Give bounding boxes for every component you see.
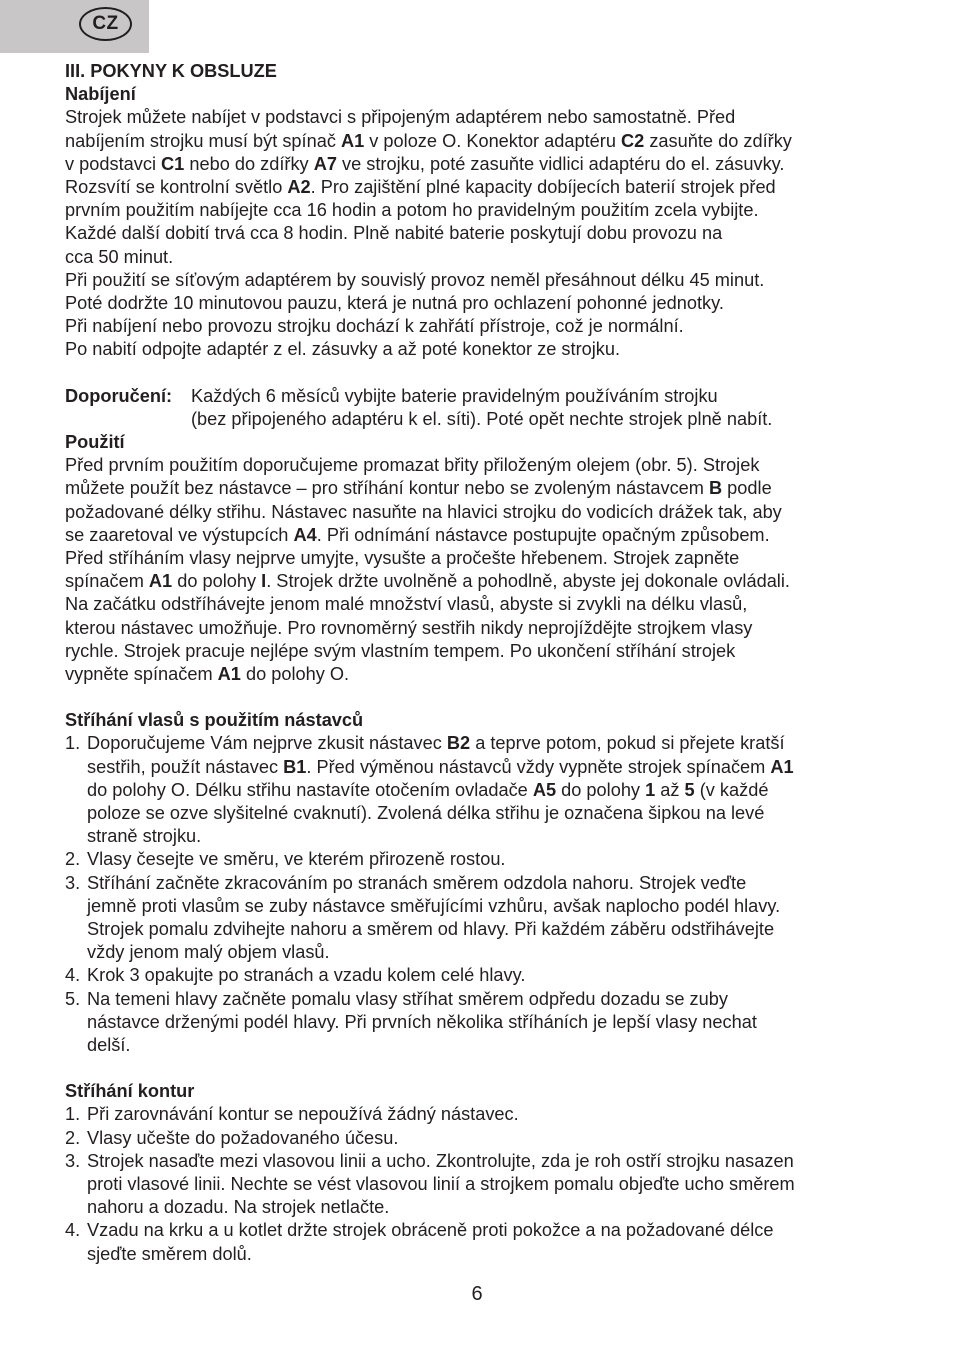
text-run: Doporučujeme Vám nejprve zkusit nástavec — [87, 733, 447, 754]
text-run: cca 50 minut. — [65, 246, 174, 267]
text-run: se zaaretoval ve výstupcích — [65, 524, 294, 545]
bold-text: A1 — [770, 756, 794, 777]
contour-cutting-list — [65, 1103, 895, 1265]
text-line — [65, 593, 895, 616]
text-run: do polohy — [172, 571, 262, 592]
recommendation-block — [65, 385, 895, 431]
text-run: Strojek můžete nabíjet v podstavci s připojeným adaptérem nebo samostatně. Před — [65, 107, 736, 128]
text-line — [65, 477, 895, 500]
text-run: v poloze O. Konektor adaptéru — [364, 130, 622, 151]
list-item-line — [65, 941, 895, 964]
list-item-line — [65, 1219, 895, 1242]
list-item-line — [65, 756, 895, 779]
text-run: Před prvním použitím doporučujeme promazat břity přiloženým olejem (obr. 5). Strojek — [65, 455, 760, 476]
bold-text: B — [708, 478, 723, 499]
text-run: Při zarovnávání kontur se nepoužívá žádný nástavec. — [87, 1104, 519, 1125]
text-line — [65, 501, 895, 524]
text-run: požadované délky střihu. Nástavec nasuňte na hlavici strojku do vodicích drážek tak, aby — [65, 501, 782, 522]
list-item-line — [65, 779, 895, 802]
list-item — [65, 1219, 895, 1265]
list-item-line — [65, 1196, 895, 1219]
text-run: Vzadu na krku a u kotlet držte strojek obráceně proti pokožce a na požadované délce — [87, 1220, 774, 1241]
hair-cutting-heading: Stříhání vlasů s použitím nástavců — [65, 710, 364, 731]
text-line — [65, 663, 895, 686]
bold-text: A2 — [287, 176, 311, 197]
bold-text: A4 — [293, 524, 317, 545]
text-run: Strojek pomalu zdvihejte nahoru a směrem od hlavy. Při každém záběru odstřihávejte — [87, 918, 775, 939]
text-run: nástavce drženými podél hlavy. Při prvních několika stříháních je lepší vlasy nechat — [87, 1011, 757, 1032]
text-line — [65, 570, 895, 593]
text-run: zasuňte do zdířky — [644, 130, 792, 151]
text-run: Stříhání začněte zkracováním po stranách směrem odzdola nahoru. Strojek veďte — [87, 872, 747, 893]
text-run: Rozsvítí se kontrolní světlo — [65, 176, 288, 197]
text-line — [65, 199, 895, 222]
text-line — [65, 617, 895, 640]
text-line — [65, 106, 895, 129]
list-item — [65, 848, 895, 871]
page-number: 6 — [471, 1283, 483, 1305]
list-item — [65, 1127, 895, 1150]
recommendation-line: (bez připojeného adaptéru k el. síti). Poté opět nechte strojek plně nabít. — [191, 408, 773, 429]
text-run: a teprve potom, pokud si přejete kratší — [470, 733, 785, 754]
bold-text: B1 — [283, 756, 307, 777]
list-item-number: 3. — [65, 1150, 81, 1171]
spacer — [65, 1057, 895, 1080]
list-item-number: 2. — [65, 849, 81, 870]
text-run: kterou nástavec umožňuje. Pro rovnoměrný sestřih nikdy neprojíždějte strojkem vlasy — [65, 617, 753, 638]
charging-heading: Nabíjení — [65, 84, 136, 105]
bold-text: A1 — [148, 571, 173, 592]
text-run: až — [655, 779, 685, 800]
list-item — [65, 964, 895, 987]
text-run: vždy jenom malý objem vlasů. — [87, 942, 330, 963]
text-line — [65, 292, 895, 315]
text-run: sjeďte směrem dolů. — [87, 1243, 252, 1264]
list-item-line — [65, 988, 895, 1011]
text-line — [65, 176, 895, 199]
list-item-line — [65, 918, 895, 941]
text-line — [65, 269, 895, 292]
list-item-number: 5. — [65, 988, 81, 1009]
hair-cutting-list — [65, 732, 895, 1057]
list-item — [65, 872, 895, 965]
bold-text: B2 — [446, 733, 471, 754]
language-badge: CZ — [79, 7, 132, 41]
text-line — [65, 315, 895, 338]
text-line — [65, 547, 895, 570]
text-run: . Při odnímání nástavce postupujte opačným způsobem. — [316, 524, 770, 545]
text-run: Na začátku odstříhávejte jenom malé množství vlasů, abyste si zvykli na délku vlasů, — [65, 594, 748, 615]
bold-text: A5 — [532, 779, 557, 800]
section-title: III. POKYNY K OBSLUZE — [65, 61, 277, 81]
text-run: Po nabití odpojte adaptér z el. zásuvky a až poté konektor ze strojku. — [65, 339, 621, 360]
list-item — [65, 732, 895, 848]
text-run: v podstavci — [65, 153, 162, 174]
text-run: rychle. Strojek pracuje nejlépe svým vlastním tempem. Po ukončení stříhání strojek — [65, 640, 736, 661]
text-run: delší. — [87, 1034, 131, 1055]
text-run: sestřih, použít nástavec — [87, 756, 284, 777]
text-run: spínačem — [65, 571, 149, 592]
text-run: (v každé — [694, 779, 769, 800]
text-run: můžete použít bez nástavce – pro stříhání kontur nebo se zvoleným nástavcem — [65, 478, 709, 499]
list-item-number: 1. — [65, 1104, 81, 1125]
bold-text: A1 — [340, 130, 365, 151]
list-item-number: 3. — [65, 872, 81, 893]
text-run: jemně proti vlasům se zuby nástavce směřujícími vzhůru, avšak naplocho podél hlavy. — [87, 895, 781, 916]
text-run: Strojek nasaďte mezi vlasovou linii a ucho. Zkontrolujte, zda je roh ostří strojku nasazen — [87, 1150, 794, 1171]
usage-paragraph — [65, 454, 895, 686]
text-run: nahoru a dozadu. Na strojek netlačte. — [87, 1197, 390, 1218]
text-run: nebo do zdířky — [184, 153, 314, 174]
list-item-line — [65, 1173, 895, 1196]
list-item — [65, 988, 895, 1058]
list-item-line — [65, 732, 895, 755]
list-item-line — [65, 1103, 895, 1126]
bold-text: I — [261, 571, 267, 592]
recommendation-line: Každých 6 měsíců vybijte baterie pravidelným používáním strojku — [191, 385, 718, 406]
text-run: Poté dodržte 10 minutovou pauzu, která je nutná pro ochlazení pohonné jednotky. — [65, 292, 724, 313]
list-item-line — [65, 964, 895, 987]
text-run: nabíjením strojku musí být spínač — [65, 130, 341, 151]
text-line — [65, 640, 895, 663]
bold-text: A1 — [217, 663, 241, 684]
list-item-line — [65, 895, 895, 918]
text-run: straně strojku. — [87, 826, 202, 847]
text-run: Na temeni hlavy začněte pomalu vlasy stříhat směrem odpředu dozadu se zuby — [87, 988, 728, 1009]
list-item-line — [65, 1127, 895, 1150]
text-run: Před stříháním vlasy nejprve umyjte, vysušte a pročešte hřebenem. Strojek zapněte — [65, 547, 740, 568]
list-item-line — [65, 1034, 895, 1057]
text-run: Vlasy učešte do požadovaného účesu. — [87, 1127, 399, 1148]
text-run: do polohy O. — [240, 663, 350, 684]
list-item-line — [65, 1150, 895, 1173]
text-line — [65, 454, 895, 477]
list-item-line — [65, 872, 895, 895]
bold-text: C2 — [621, 130, 645, 151]
text-line — [65, 130, 895, 153]
list-item — [65, 1150, 895, 1220]
list-item-number: 1. — [65, 733, 81, 754]
usage-heading: Použití — [65, 432, 125, 452]
text-run: . Strojek držte uvolněně a pohodlně, abyste jej dokonale ovládali. — [266, 571, 790, 592]
text-run: . Pro zajištění plné kapacity dobíjecích baterií strojek před — [310, 176, 776, 197]
recommendation-label: Doporučení: — [65, 385, 173, 406]
list-item-line — [65, 802, 895, 825]
list-item-line — [65, 1011, 895, 1034]
list-item-line — [65, 848, 895, 871]
text-run: vypněte spínačem — [65, 663, 218, 684]
text-run: Každé další dobití trvá cca 8 hodin. Plně nabité baterie poskytují dobu provozu na — [65, 223, 723, 244]
text-run: do polohy O. Délku střihu nastavíte otočením ovladače — [87, 779, 533, 800]
spacer — [65, 361, 895, 384]
list-item-line — [65, 1243, 895, 1266]
charging-paragraph — [65, 106, 895, 361]
language-tab — [0, 0, 149, 53]
text-run: . Před výměnou nástavců vždy vypněte strojek spínačem — [306, 756, 771, 777]
text-line — [65, 153, 895, 176]
text-run: Při nabíjení nebo provozu strojku dochází k zahřátí přístroje, což je normální. — [65, 316, 684, 337]
bold-text: 5 — [684, 779, 695, 800]
text-run: ve strojku, poté zasuňte vidlici adaptéru do el. zásuvky. — [336, 153, 785, 174]
text-run: do polohy — [556, 779, 646, 800]
bold-text: A7 — [313, 153, 337, 174]
text-run: Vlasy česejte ve směru, ve kterém přirozeně rostou. — [87, 849, 506, 870]
list-item-number: 4. — [65, 965, 81, 986]
text-line — [65, 338, 895, 361]
bold-text: C1 — [161, 153, 185, 174]
text-line — [65, 524, 895, 547]
list-item-number: 4. — [65, 1220, 81, 1241]
text-run: prvním použitím nabíjejte cca 16 hodin a potom ho pravidelným použitím zcela vybijte. — [65, 200, 759, 221]
contour-cutting-heading: Stříhání kontur — [65, 1081, 195, 1102]
spacer — [65, 686, 895, 709]
list-item-line — [65, 825, 895, 848]
text-run: Při použití se síťovým adaptérem by souvislý provoz neměl přesáhnout délku 45 minut. — [65, 269, 765, 290]
text-line — [65, 222, 895, 245]
list-item — [65, 1103, 895, 1126]
text-run: Krok 3 opakujte po stranách a vzadu kolem celé hlavy. — [87, 965, 526, 986]
text-run: poloze se ozve slyšitelné cvaknutí). Zvolená délka střihu je označena šipkou na levé — [87, 803, 765, 823]
bold-text: 1 — [645, 779, 656, 800]
text-line — [65, 246, 895, 269]
page-content — [65, 60, 895, 1266]
text-run: podle — [722, 478, 772, 499]
list-item-number: 2. — [65, 1127, 81, 1148]
text-run: proti vlasové linii. Nechte se vést vlasovou linií a strojkem pomalu objeďte ucho směrem — [87, 1174, 795, 1194]
